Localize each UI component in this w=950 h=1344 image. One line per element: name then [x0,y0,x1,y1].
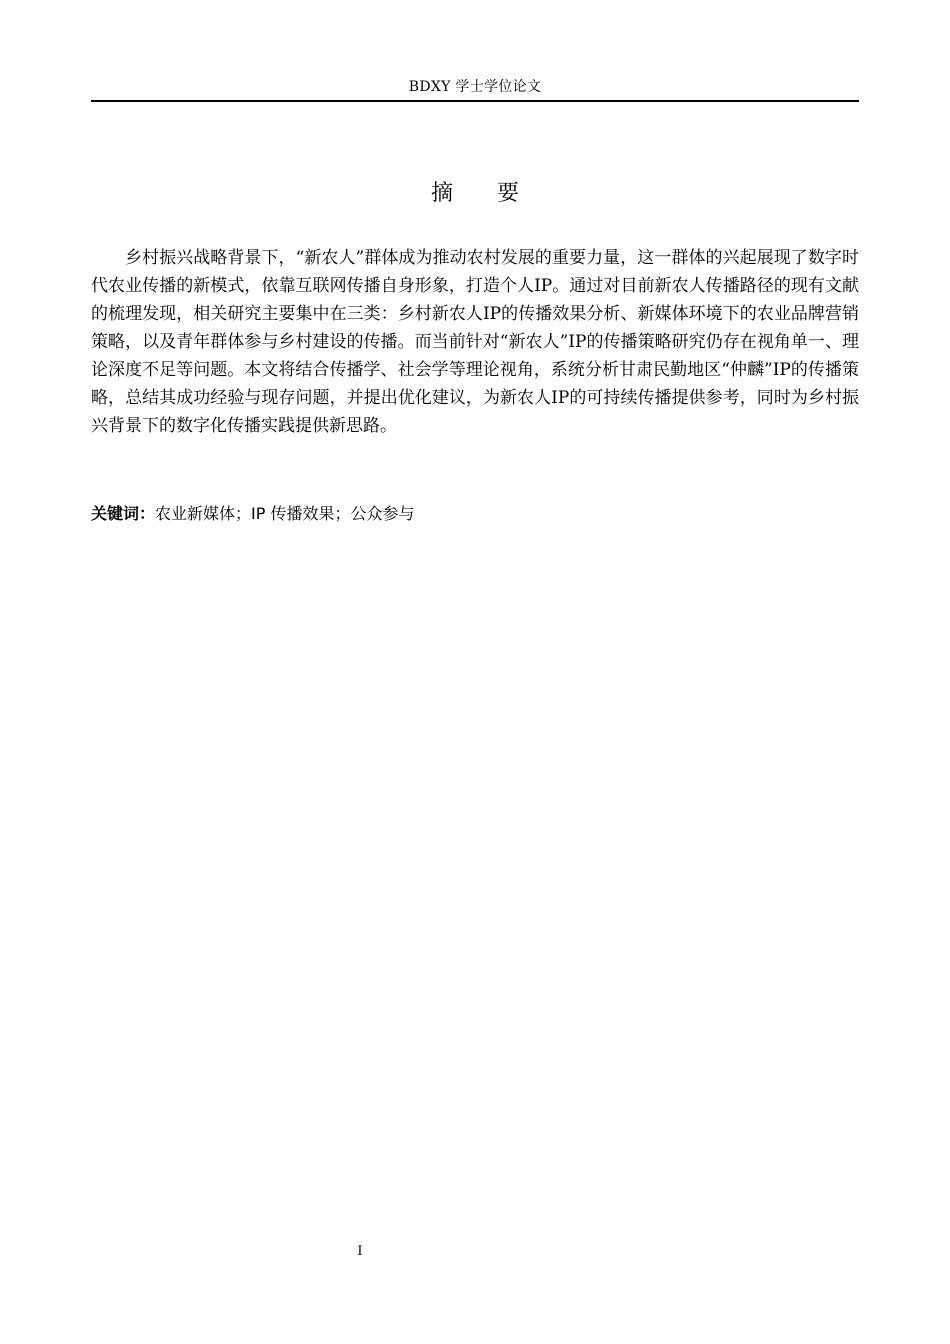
header-divider [91,100,859,102]
abstract-body: 乡村振兴战略背景下，“新农人”群体成为推动农村发展的重要力量，这一群体的兴起展现了数字时代农业传播的新模式，依靠互联网传播自身形象，打造个人IP。通过对目前新农人传播路径的现有文献的梳理发现，相关研究主要集中在三类：乡村新农人IP的传播效果分析、新媒体环境下的农业品牌营销策略，以及青年群体参与乡村建设的传播。而当前针对“新农人”IP的传播策略研究仍存在视角单一、理论深度不足等问题。本文将结合传播学、社会学等理论视角，系统分析甘肃民勤地区“仲麟”IP的传播策略，总结其成功经验与现存问题，并提出优化建议，为新农人IP的可持续传播提供参考，同时为乡村振兴背景下的数字化传播实践提供新思路。 [91,248,859,436]
keywords-value: 农业新媒体；IP 传播效果；公众参与 [155,504,415,523]
abstract-title: 摘要 [430,181,563,206]
keywords-label: 关键词： [91,504,156,523]
keywords-line [91,500,859,528]
page-header: BDXY 学士学位论文 [408,79,542,95]
page-number: I [357,1244,363,1259]
